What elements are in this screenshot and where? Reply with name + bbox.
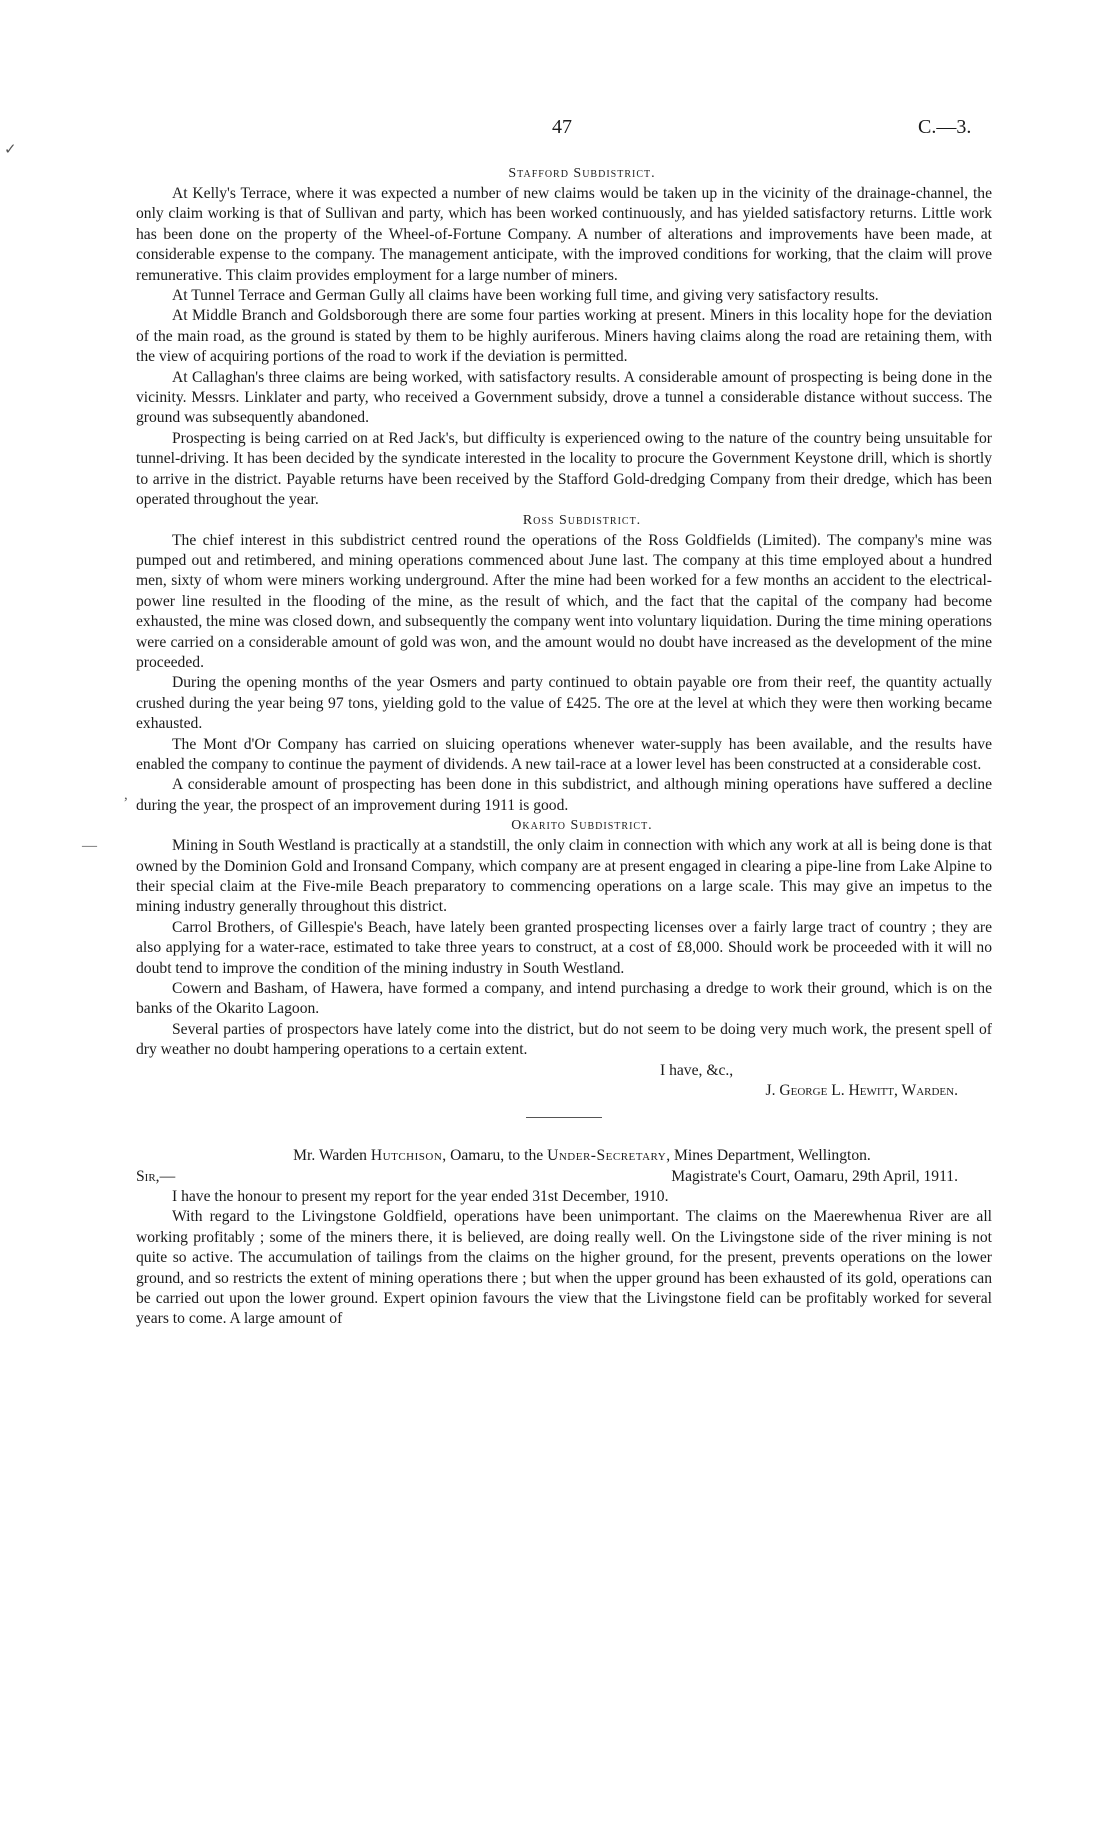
addressee-role: Under-Secretary [547,1147,667,1165]
paragraph: With regard to the Livingstone Goldfield, operations have been unimportant. The claims on the Maerewhenua River are all working profitably ; some of the miners there, it is believed, are doing really well. On the Livingstone side of the river mining is not quite so active. The accumulation of tailings from the claims on the higher ground, for the present, prevents operations on the lower ground, and so restricts the extent of mining operations there ; but when the upper ground has been exhausted of its gold, operations can be carried out upon the lower ground. Expert opinion favours the view that the Livingstone field can be profitably worked for several years to come. A large amount of [136,1208,992,1328]
paragraph: Cowern and Basham, of Hawera, have formed a company, and intend purchasing a dredge to work their ground, which is on the banks of the Okarito Lagoon. [136,980,992,1018]
document-body [136,164,992,1330]
paragraph: At Tunnel Terrace and German Gully all claims have been working full time, and giving very satisfactory results. [172,287,879,305]
signature: J. George L. Hewitt, Warden. [765,1082,958,1100]
closing-line: I have, &c., [660,1061,734,1079]
margin-dash-mark: — [82,838,97,854]
addressee-middle: , Oamaru, to the [442,1147,544,1165]
paragraph: At Middle Branch and Goldsborough there are some four parties working at present. Miners in this locality hope for the deviation of the main road, as the ground is stated by them to be highly auriferous. Miners having claims along the road are retaining them, with the view of acquiring portions of the road to work if the deviation is permitted. [136,307,992,366]
salutation: Sir,— [136,1167,176,1185]
margin-tick-mark: ✓ [4,142,17,158]
addressee-name: Hutchison [370,1147,443,1165]
section-heading-okarito: Okarito Subdistrict. [511,818,653,834]
salutation-line [136,1167,992,1187]
paragraph: Mining in South Westland is practically at a standstill, the only claim in connection with which any work at all is being done is that owned by the Dominion Gold and Ironsand Company, which company are at present engaged in clearing a pipe-line from Lake Alpine to their special claim at the Five-mile Beach preparatory to commencing operations on a large scale. This may give an impetus to the mining industry generally throughout this district. [136,837,992,916]
paragraph: Prospecting is being carried on at Red Jack's, but difficulty is experienced owing to the nature of the country being unsuitable for tunnel-driving. It has been decided by the syndicate interested in the locality to procure the Government Keystone drill, which is shortly to arrive in the district. Payable returns have been received by the Stafford Gold-dredging Company from their dredge, which has been operated throughout the year. [136,429,992,509]
addressee-suffix: , Mines Department, Wellington. [666,1147,871,1165]
section-heading-ross: Ross Subdistrict. [522,512,642,528]
addressee-prefix: Mr. Warden [293,1147,367,1165]
page-number: 47 [552,116,572,138]
paragraph: At Callaghan's three claims are being worked, with satisfactory results. A considerable amount of prospecting is being done in the vicinity. Messrs. Linklater and party, who received a Government subsidy, drove a tunnel a considerable distance without success. The ground was subsequently abandoned. [136,368,992,427]
paragraph: At Kelly's Terrace, where it was expected a number of new claims would be taken up in the vicinity of the drainage-channel, the only claim working is that of Sullivan and party, which has been worked continuously, and has yielded satisfactory returns. Little work has been done on the property of the Wheel-of-Fortune Company. A number of alterations and improvements have been made, at considerable expense to the company. The management anticipate, with the improved conditions for working, that the claim will prove remunerative. This claim provides employment for a large number of miners. [136,185,992,284]
section-divider [526,1117,602,1118]
section-heading-stafford: Stafford Subdistrict. [508,166,656,181]
margin-comma-mark: , [124,787,128,803]
paragraph: The chief interest in this subdistrict centred round the operations of the Ross Goldfields (Limited). The company's mine was pumped out and retimbered, and mining operations commenced about June last. The company at this time employed about a hundred men, sixty of whom were miners working underground. After the mine had been worked for a few months an accident to the electrical-power line resulted in the flooding of the mine, as the result of which, and the fact that the capital of the company had become exhausted, the mine was closed down, and subsequently the company went into voluntary liquidation. During the time mining operations were carried on a considerable amount of gold was won, and the amount would no doubt have increased as the development of the mine proceeded. [136,531,992,671]
paragraph: A considerable amount of prospecting has been done in this subdistrict, and although mining operations have suffered a decline during the year, the prospect of an improvement during 1911 is good. [136,776,992,814]
paragraph: Several parties of prospectors have lately come into the district, but do not seem to be doing very much work, the present spell of dry weather no doubt hampering operations to a certain extent. [136,1020,992,1059]
letter-addressee [136,1146,992,1166]
paragraph: During the opening months of the year Osmers and party continued to obtain payable ore from their reef, the quantity actually crushed during the year being 97 tons, yielding gold to the value of £425. The ore at the level at which they were then working became exhausted. [136,674,992,733]
paragraph: I have the honour to present my report for the year ended 31st December, 1910. [172,1187,669,1205]
running-header [0,116,1114,140]
paragraph: The Mont d'Or Company has carried on sluicing operations whenever water-supply has been available, and the results have enabled the company to continue the payment of dividends. A new tail-race at a lower level has been constructed at a considerable cost. [136,735,992,773]
paragraph: Carrol Brothers, of Gillespie's Beach, have lately been granted prospecting licenses over a fairly large tract of country ; they are also applying for a water-race, estimated to take three years to construct, at a cost of £8,000. Should work be proceeded with it will no doubt tend to improve the condition of the mining industry in South Westland. [136,918,992,977]
dateline: Magistrate's Court, Oamaru, 29th April, 1911. [671,1167,958,1185]
document-code: C.—3. [918,116,972,138]
